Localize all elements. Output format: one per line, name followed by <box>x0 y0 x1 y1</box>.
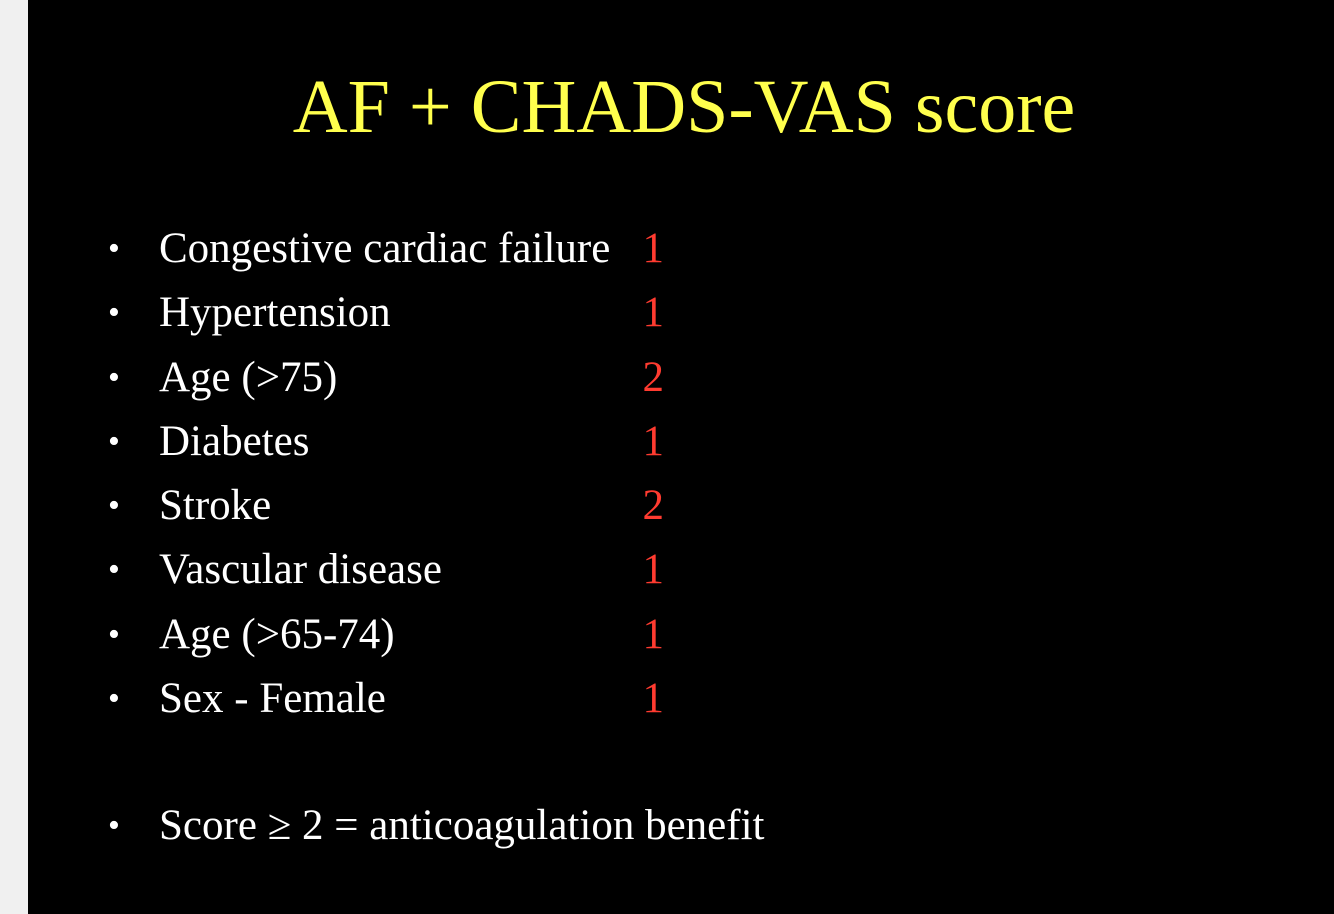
criteria-item-vascular-disease <box>28 538 1334 602</box>
criteria-item-diabetes <box>28 410 1334 474</box>
bullet-icon: • <box>108 294 120 332</box>
criteria-label: Sex - Female <box>159 675 386 723</box>
criteria-points: 1 <box>642 546 664 594</box>
bullet-icon: • <box>108 230 120 267</box>
slide-title: AF + CHADS-VAS score <box>292 65 1076 149</box>
criteria-label: Vascular disease <box>159 546 442 594</box>
criteria-item-sex-female <box>28 667 1334 731</box>
window-gutter <box>0 0 28 914</box>
criteria-item-hypertension <box>28 281 1334 345</box>
criteria-item-age-65-74 <box>28 603 1334 667</box>
criteria-label: Age (>75) <box>159 353 338 401</box>
criteria-points: 1 <box>642 417 664 465</box>
criteria-points: 2 <box>642 353 664 401</box>
score-summary <box>28 794 1334 858</box>
criteria-points: 1 <box>642 675 664 723</box>
slide <box>28 0 1334 914</box>
criteria-label: Hypertension <box>159 289 391 337</box>
criteria-item-age-over-75 <box>28 346 1334 410</box>
criteria-label: Stroke <box>159 482 272 530</box>
score-criteria-list <box>28 217 1334 731</box>
bullet-icon: • <box>108 487 120 525</box>
criteria-points: 1 <box>642 289 664 337</box>
bullet-icon: • <box>108 680 120 718</box>
criteria-item-congestive-cardiac-failure <box>28 217 1334 281</box>
bullet-icon: • <box>108 551 120 589</box>
bullet-icon: • <box>108 358 120 396</box>
bullet-icon: • <box>108 615 120 653</box>
criteria-points: 2 <box>642 482 664 530</box>
summary-text: Score ≥ 2 = anticoagulation benefit <box>159 802 765 849</box>
criteria-points: 1 <box>642 610 664 658</box>
criteria-item-stroke <box>28 474 1334 538</box>
bullet-icon: • <box>108 807 120 844</box>
criteria-label: Diabetes <box>159 417 310 465</box>
criteria-points: 1 <box>642 225 664 272</box>
criteria-label: Congestive cardiac failure <box>159 225 611 272</box>
bullet-icon: • <box>108 422 120 460</box>
criteria-label: Age (>65-74) <box>159 610 395 658</box>
